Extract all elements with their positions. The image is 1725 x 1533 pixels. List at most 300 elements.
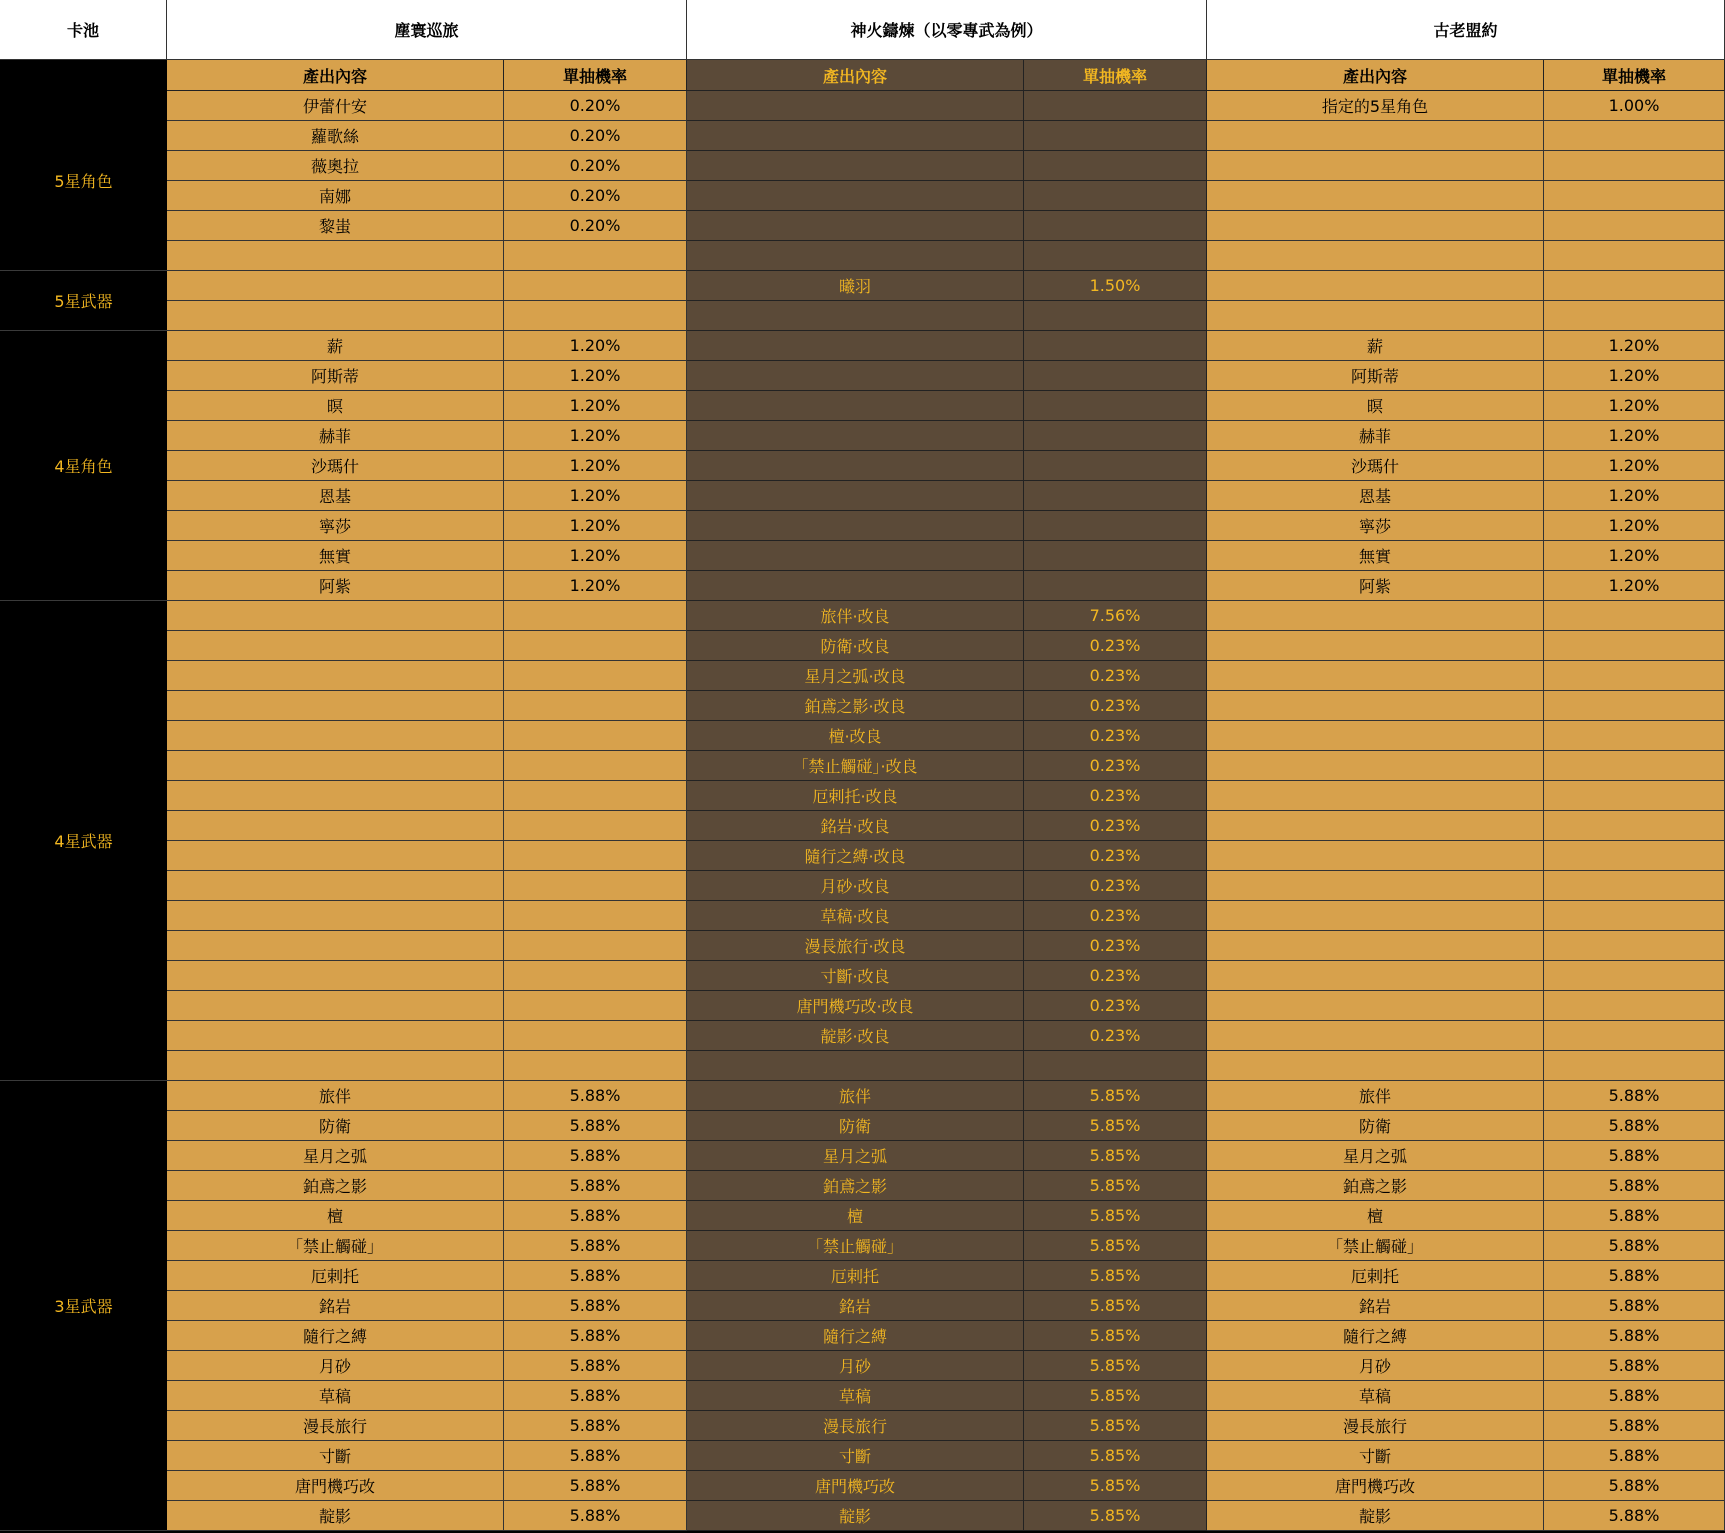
- item-name-cell: 「禁止觸碰」·改良: [687, 751, 1024, 781]
- item-rate-cell: 1.20%: [504, 571, 687, 601]
- item-name-cell: 隨行之縛: [687, 1321, 1024, 1351]
- item-name-cell: [167, 931, 504, 961]
- item-rate-cell: 5.88%: [1544, 1381, 1725, 1411]
- item-name-cell: 指定的5星角色: [1207, 91, 1544, 121]
- item-name-cell: [1207, 631, 1544, 661]
- item-rate-cell: 5.88%: [504, 1471, 687, 1501]
- item-rate-cell: [1544, 841, 1725, 871]
- item-name-cell: 「禁止觸碰」: [167, 1231, 504, 1261]
- item-name-cell: [167, 631, 504, 661]
- item-name-cell: 星月之弧·改良: [687, 661, 1024, 691]
- item-rate-cell: 0.23%: [1024, 961, 1207, 991]
- item-name-cell: 草稿: [1207, 1381, 1544, 1411]
- item-rate-cell: 5.88%: [1544, 1291, 1725, 1321]
- item-rate-cell: 0.23%: [1024, 811, 1207, 841]
- item-name-cell: 寧莎: [1207, 511, 1544, 541]
- item-rate-cell: [1024, 211, 1207, 241]
- item-rate-cell: 0.23%: [1024, 781, 1207, 811]
- item-name-cell: 暝: [1207, 391, 1544, 421]
- item-name-cell: 寧莎: [167, 511, 504, 541]
- item-name-cell: [1207, 991, 1544, 1021]
- item-rate-cell: 5.85%: [1024, 1441, 1207, 1471]
- item-rate-cell: 5.85%: [1024, 1231, 1207, 1261]
- item-rate-cell: [504, 691, 687, 721]
- item-name-cell: [1207, 721, 1544, 751]
- item-name-cell: 沙瑪什: [167, 451, 504, 481]
- item-rate-cell: 5.85%: [1024, 1291, 1207, 1321]
- item-rate-cell: [504, 751, 687, 781]
- item-name-cell: [167, 691, 504, 721]
- item-rate-cell: [1024, 391, 1207, 421]
- item-name-cell: [687, 1051, 1024, 1081]
- item-rate-cell: [1024, 1051, 1207, 1081]
- item-name-cell: [167, 661, 504, 691]
- pool-header-label: 卡池: [0, 0, 167, 60]
- item-rate-cell: 5.88%: [504, 1321, 687, 1351]
- item-rate-cell: 5.88%: [1544, 1261, 1725, 1291]
- item-name-cell: 阿紫: [167, 571, 504, 601]
- item-name-cell: 「禁止觸碰」: [687, 1231, 1024, 1261]
- item-rate-cell: [1024, 361, 1207, 391]
- item-name-cell: 漫長旅行: [167, 1411, 504, 1441]
- column-header-content: 產出內容: [167, 60, 504, 91]
- item-name-cell: 漫長旅行: [687, 1411, 1024, 1441]
- item-rate-cell: 5.85%: [1024, 1171, 1207, 1201]
- item-name-cell: [687, 151, 1024, 181]
- item-rate-cell: [1024, 301, 1207, 331]
- item-rate-cell: [504, 241, 687, 271]
- item-rate-cell: [1544, 181, 1725, 211]
- column-header-rate: 單抽機率: [1024, 60, 1207, 91]
- item-rate-cell: [1024, 481, 1207, 511]
- item-rate-cell: [504, 661, 687, 691]
- item-rate-cell: [1544, 661, 1725, 691]
- item-rate-cell: 5.88%: [504, 1201, 687, 1231]
- item-rate-cell: [1544, 691, 1725, 721]
- item-name-cell: 恩基: [167, 481, 504, 511]
- item-name-cell: 月砂: [1207, 1351, 1544, 1381]
- item-name-cell: [1207, 661, 1544, 691]
- item-rate-cell: 5.88%: [1544, 1231, 1725, 1261]
- item-rate-cell: 5.88%: [504, 1111, 687, 1141]
- item-rate-cell: [1544, 211, 1725, 241]
- item-name-cell: [167, 751, 504, 781]
- item-rate-cell: 5.85%: [1024, 1501, 1207, 1531]
- item-name-cell: [687, 511, 1024, 541]
- item-rate-cell: 5.88%: [1544, 1171, 1725, 1201]
- item-name-cell: [687, 211, 1024, 241]
- item-rate-cell: 1.20%: [504, 331, 687, 361]
- item-name-cell: [1207, 901, 1544, 931]
- item-rate-cell: 0.23%: [1024, 751, 1207, 781]
- item-rate-cell: [1544, 901, 1725, 931]
- item-rate-cell: 1.20%: [504, 541, 687, 571]
- item-name-cell: [1207, 751, 1544, 781]
- item-name-cell: 月砂·改良: [687, 871, 1024, 901]
- item-name-cell: [1207, 811, 1544, 841]
- item-name-cell: 薪: [1207, 331, 1544, 361]
- item-name-cell: [1207, 1021, 1544, 1051]
- pool-title-pact: 古老盟約: [1207, 0, 1725, 60]
- item-rate-cell: [1544, 151, 1725, 181]
- item-name-cell: 唐門機巧改·改良: [687, 991, 1024, 1021]
- item-name-cell: 恩基: [1207, 481, 1544, 511]
- item-rate-cell: 0.23%: [1024, 931, 1207, 961]
- item-rate-cell: 5.88%: [1544, 1501, 1725, 1531]
- item-rate-cell: 1.50%: [1024, 271, 1207, 301]
- item-name-cell: 防衛: [687, 1111, 1024, 1141]
- item-name-cell: [167, 271, 504, 301]
- item-rate-cell: 0.20%: [504, 211, 687, 241]
- item-rate-cell: [1024, 181, 1207, 211]
- item-rate-cell: [1024, 151, 1207, 181]
- item-name-cell: 寸斷: [687, 1441, 1024, 1471]
- item-rate-cell: [504, 961, 687, 991]
- item-rate-cell: 5.85%: [1024, 1081, 1207, 1111]
- item-name-cell: 薇奧拉: [167, 151, 504, 181]
- item-name-cell: 伊蕾什安: [167, 91, 504, 121]
- item-name-cell: [167, 721, 504, 751]
- item-rate-cell: 5.88%: [504, 1141, 687, 1171]
- item-rate-cell: 5.85%: [1024, 1411, 1207, 1441]
- item-name-cell: [1207, 181, 1544, 211]
- item-name-cell: 無實: [1207, 541, 1544, 571]
- item-name-cell: [687, 181, 1024, 211]
- item-rate-cell: [1024, 421, 1207, 451]
- item-rate-cell: 0.23%: [1024, 991, 1207, 1021]
- item-name-cell: [1207, 691, 1544, 721]
- item-rate-cell: [504, 931, 687, 961]
- item-rate-cell: 5.88%: [1544, 1411, 1725, 1441]
- item-rate-cell: [504, 271, 687, 301]
- item-name-cell: [1207, 601, 1544, 631]
- item-rate-cell: 0.23%: [1024, 691, 1207, 721]
- item-name-cell: [167, 301, 504, 331]
- item-rate-cell: 1.20%: [504, 481, 687, 511]
- item-rate-cell: 5.88%: [1544, 1201, 1725, 1231]
- item-rate-cell: 5.85%: [1024, 1381, 1207, 1411]
- item-name-cell: [167, 871, 504, 901]
- item-name-cell: 草稿: [167, 1381, 504, 1411]
- item-name-cell: [687, 331, 1024, 361]
- item-name-cell: 星月之弧: [1207, 1141, 1544, 1171]
- item-rate-cell: 5.88%: [1544, 1321, 1725, 1351]
- column-header-content: 產出內容: [1207, 60, 1544, 91]
- item-rate-cell: [1544, 631, 1725, 661]
- item-rate-cell: 1.20%: [504, 391, 687, 421]
- item-name-cell: [687, 121, 1024, 151]
- item-name-cell: [1207, 211, 1544, 241]
- item-name-cell: 靛影: [687, 1501, 1024, 1531]
- item-name-cell: [167, 601, 504, 631]
- item-name-cell: 厄剌托: [687, 1261, 1024, 1291]
- item-name-cell: [1207, 151, 1544, 181]
- item-name-cell: 暝: [167, 391, 504, 421]
- item-rate-cell: [1024, 541, 1207, 571]
- item-rate-cell: [504, 871, 687, 901]
- item-rate-cell: 5.85%: [1024, 1321, 1207, 1351]
- column-header-rate: 單抽機率: [1544, 60, 1725, 91]
- item-rate-cell: 1.20%: [1544, 361, 1725, 391]
- item-name-cell: 檀: [1207, 1201, 1544, 1231]
- item-rate-cell: 7.56%: [1024, 601, 1207, 631]
- item-rate-cell: 5.85%: [1024, 1201, 1207, 1231]
- item-rate-cell: 1.20%: [1544, 391, 1725, 421]
- item-rate-cell: [504, 811, 687, 841]
- item-name-cell: 厄剌托·改良: [687, 781, 1024, 811]
- item-name-cell: 無實: [167, 541, 504, 571]
- item-name-cell: 阿斯蒂: [167, 361, 504, 391]
- item-rate-cell: 1.20%: [1544, 571, 1725, 601]
- item-rate-cell: [1024, 241, 1207, 271]
- item-name-cell: [1207, 841, 1544, 871]
- item-name-cell: 寸斷: [1207, 1441, 1544, 1471]
- item-name-cell: [167, 241, 504, 271]
- category-4star-weapon: 4星武器: [0, 601, 167, 1081]
- item-name-cell: 寸斷·改良: [687, 961, 1024, 991]
- item-name-cell: 銘岩: [167, 1291, 504, 1321]
- item-rate-cell: 5.88%: [504, 1381, 687, 1411]
- item-name-cell: 厄剌托: [1207, 1261, 1544, 1291]
- item-rate-cell: 5.88%: [504, 1291, 687, 1321]
- item-name-cell: [687, 301, 1024, 331]
- item-rate-cell: [1024, 91, 1207, 121]
- item-rate-cell: [1544, 751, 1725, 781]
- item-rate-cell: 5.88%: [1544, 1111, 1725, 1141]
- category-4star-character: 4星角色: [0, 331, 167, 601]
- item-name-cell: [687, 421, 1024, 451]
- item-rate-cell: [504, 1051, 687, 1081]
- item-name-cell: 隨行之縛: [1207, 1321, 1544, 1351]
- item-rate-cell: 1.20%: [1544, 451, 1725, 481]
- item-rate-cell: 5.85%: [1024, 1141, 1207, 1171]
- item-name-cell: 鉑鳶之影: [1207, 1171, 1544, 1201]
- item-rate-cell: 5.88%: [504, 1441, 687, 1471]
- item-name-cell: 銘岩·改良: [687, 811, 1024, 841]
- item-rate-cell: 1.20%: [1544, 511, 1725, 541]
- item-name-cell: 月砂: [167, 1351, 504, 1381]
- item-rate-cell: [504, 601, 687, 631]
- item-name-cell: [687, 241, 1024, 271]
- item-name-cell: [167, 1051, 504, 1081]
- item-name-cell: 銘岩: [687, 1291, 1024, 1321]
- item-rate-cell: 0.23%: [1024, 871, 1207, 901]
- item-name-cell: 靛影: [167, 1501, 504, 1531]
- item-name-cell: 鉑鳶之影: [687, 1171, 1024, 1201]
- item-rate-cell: 5.85%: [1024, 1261, 1207, 1291]
- item-rate-cell: 1.20%: [1544, 331, 1725, 361]
- item-name-cell: 曦羽: [687, 271, 1024, 301]
- item-rate-cell: [1024, 451, 1207, 481]
- item-rate-cell: [1024, 331, 1207, 361]
- item-rate-cell: 5.88%: [504, 1081, 687, 1111]
- item-rate-cell: 0.20%: [504, 91, 687, 121]
- item-rate-cell: [1544, 271, 1725, 301]
- item-name-cell: 星月之弧: [687, 1141, 1024, 1171]
- item-rate-cell: 5.88%: [1544, 1081, 1725, 1111]
- item-rate-cell: 0.23%: [1024, 721, 1207, 751]
- subheader-blank: [0, 60, 167, 91]
- item-name-cell: 旅伴: [687, 1081, 1024, 1111]
- item-name-cell: 銘岩: [1207, 1291, 1544, 1321]
- item-rate-cell: [1544, 871, 1725, 901]
- item-rate-cell: 1.20%: [1544, 481, 1725, 511]
- item-rate-cell: 0.23%: [1024, 901, 1207, 931]
- item-rate-cell: [1544, 931, 1725, 961]
- item-rate-cell: 1.20%: [504, 451, 687, 481]
- item-name-cell: [167, 961, 504, 991]
- item-name-cell: 漫長旅行·改良: [687, 931, 1024, 961]
- item-rate-cell: 5.88%: [1544, 1351, 1725, 1381]
- item-name-cell: 阿斯蒂: [1207, 361, 1544, 391]
- item-name-cell: 星月之弧: [167, 1141, 504, 1171]
- item-rate-cell: [504, 631, 687, 661]
- item-name-cell: [687, 361, 1024, 391]
- item-rate-cell: [1024, 121, 1207, 151]
- item-name-cell: 蘿歌絲: [167, 121, 504, 151]
- pool-title-weapon: 神火鑄煉（以零專武為例）: [687, 0, 1207, 60]
- item-name-cell: 靛影: [1207, 1501, 1544, 1531]
- item-name-cell: [167, 901, 504, 931]
- item-name-cell: 薪: [167, 331, 504, 361]
- item-name-cell: [687, 481, 1024, 511]
- item-rate-cell: 5.88%: [1544, 1141, 1725, 1171]
- item-rate-cell: [1544, 781, 1725, 811]
- item-name-cell: 唐門機巧改: [167, 1471, 504, 1501]
- item-name-cell: 阿紫: [1207, 571, 1544, 601]
- item-rate-cell: 5.85%: [1024, 1351, 1207, 1381]
- item-name-cell: 唐門機巧改: [1207, 1471, 1544, 1501]
- item-rate-cell: [504, 721, 687, 751]
- item-name-cell: 隨行之縛·改良: [687, 841, 1024, 871]
- item-rate-cell: [1544, 301, 1725, 331]
- item-name-cell: 南娜: [167, 181, 504, 211]
- item-name-cell: 檀: [167, 1201, 504, 1231]
- item-rate-cell: 5.88%: [504, 1501, 687, 1531]
- category-5star-weapon: 5星武器: [0, 271, 167, 331]
- item-rate-cell: 1.20%: [504, 361, 687, 391]
- item-rate-cell: 0.23%: [1024, 1021, 1207, 1051]
- item-name-cell: [1207, 241, 1544, 271]
- item-rate-cell: [504, 991, 687, 1021]
- item-name-cell: [1207, 961, 1544, 991]
- item-rate-cell: 5.88%: [504, 1171, 687, 1201]
- item-rate-cell: [1024, 511, 1207, 541]
- item-rate-cell: 0.20%: [504, 121, 687, 151]
- item-rate-cell: 0.23%: [1024, 841, 1207, 871]
- item-name-cell: [167, 841, 504, 871]
- item-name-cell: 赫菲: [167, 421, 504, 451]
- item-name-cell: 檀: [687, 1201, 1024, 1231]
- item-name-cell: 靛影·改良: [687, 1021, 1024, 1051]
- item-rate-cell: 1.00%: [1544, 91, 1725, 121]
- item-rate-cell: 5.88%: [504, 1231, 687, 1261]
- item-rate-cell: 0.20%: [504, 181, 687, 211]
- item-rate-cell: [1544, 721, 1725, 751]
- item-name-cell: 寸斷: [167, 1441, 504, 1471]
- item-rate-cell: [1544, 1051, 1725, 1081]
- item-rate-cell: 5.88%: [1544, 1471, 1725, 1501]
- item-name-cell: [687, 91, 1024, 121]
- item-name-cell: 月砂: [687, 1351, 1024, 1381]
- item-name-cell: 厄剌托: [167, 1261, 504, 1291]
- item-rate-cell: [1544, 811, 1725, 841]
- item-rate-cell: [1544, 121, 1725, 151]
- item-name-cell: 赫菲: [1207, 421, 1544, 451]
- item-name-cell: [687, 541, 1024, 571]
- item-name-cell: [167, 991, 504, 1021]
- item-name-cell: 旅伴: [1207, 1081, 1544, 1111]
- item-rate-cell: 1.20%: [1544, 421, 1725, 451]
- item-rate-cell: [504, 1021, 687, 1051]
- item-rate-cell: [504, 781, 687, 811]
- item-rate-cell: 1.20%: [1544, 541, 1725, 571]
- item-name-cell: 防衛: [167, 1111, 504, 1141]
- item-name-cell: [1207, 271, 1544, 301]
- item-name-cell: 漫長旅行: [1207, 1411, 1544, 1441]
- item-name-cell: 檀·改良: [687, 721, 1024, 751]
- item-name-cell: 唐門機巧改: [687, 1471, 1024, 1501]
- item-rate-cell: [1544, 1021, 1725, 1051]
- item-name-cell: [1207, 121, 1544, 151]
- item-rate-cell: [504, 301, 687, 331]
- column-header-content: 產出內容: [687, 60, 1024, 91]
- item-name-cell: 防衛: [1207, 1111, 1544, 1141]
- item-rate-cell: 0.23%: [1024, 631, 1207, 661]
- item-rate-cell: 0.20%: [504, 151, 687, 181]
- item-name-cell: 沙瑪什: [1207, 451, 1544, 481]
- item-rate-cell: [504, 901, 687, 931]
- item-rate-cell: [504, 841, 687, 871]
- item-name-cell: 旅伴·改良: [687, 601, 1024, 631]
- item-name-cell: [167, 1021, 504, 1051]
- item-name-cell: [167, 781, 504, 811]
- item-name-cell: [1207, 931, 1544, 961]
- item-rate-cell: [1544, 241, 1725, 271]
- item-name-cell: [1207, 781, 1544, 811]
- item-name-cell: [1207, 301, 1544, 331]
- item-name-cell: [1207, 1051, 1544, 1081]
- item-rate-cell: [1544, 601, 1725, 631]
- item-name-cell: 「禁止觸碰」: [1207, 1231, 1544, 1261]
- item-rate-cell: [1544, 961, 1725, 991]
- item-name-cell: 草稿·改良: [687, 901, 1024, 931]
- item-name-cell: [1207, 871, 1544, 901]
- item-name-cell: [687, 571, 1024, 601]
- item-name-cell: 黎蚩: [167, 211, 504, 241]
- category-5star-character: 5星角色: [0, 91, 167, 271]
- item-rate-cell: [1544, 991, 1725, 1021]
- item-rate-cell: 5.85%: [1024, 1111, 1207, 1141]
- column-header-rate: 單抽機率: [504, 60, 687, 91]
- item-name-cell: 防衛·改良: [687, 631, 1024, 661]
- item-name-cell: 旅伴: [167, 1081, 504, 1111]
- item-name-cell: 草稿: [687, 1381, 1024, 1411]
- item-rate-cell: 0.23%: [1024, 661, 1207, 691]
- category-3star-weapon: 3星武器: [0, 1081, 167, 1531]
- item-rate-cell: 5.88%: [504, 1351, 687, 1381]
- item-rate-cell: 5.88%: [504, 1261, 687, 1291]
- item-name-cell: [687, 391, 1024, 421]
- item-rate-cell: [1024, 571, 1207, 601]
- item-name-cell: [687, 451, 1024, 481]
- item-name-cell: 鉑鳶之影·改良: [687, 691, 1024, 721]
- item-name-cell: 隨行之縛: [167, 1321, 504, 1351]
- pool-title-regular: 塵寰巡旅: [167, 0, 687, 60]
- item-rate-cell: 5.85%: [1024, 1471, 1207, 1501]
- item-rate-cell: 1.20%: [504, 511, 687, 541]
- item-name-cell: [167, 811, 504, 841]
